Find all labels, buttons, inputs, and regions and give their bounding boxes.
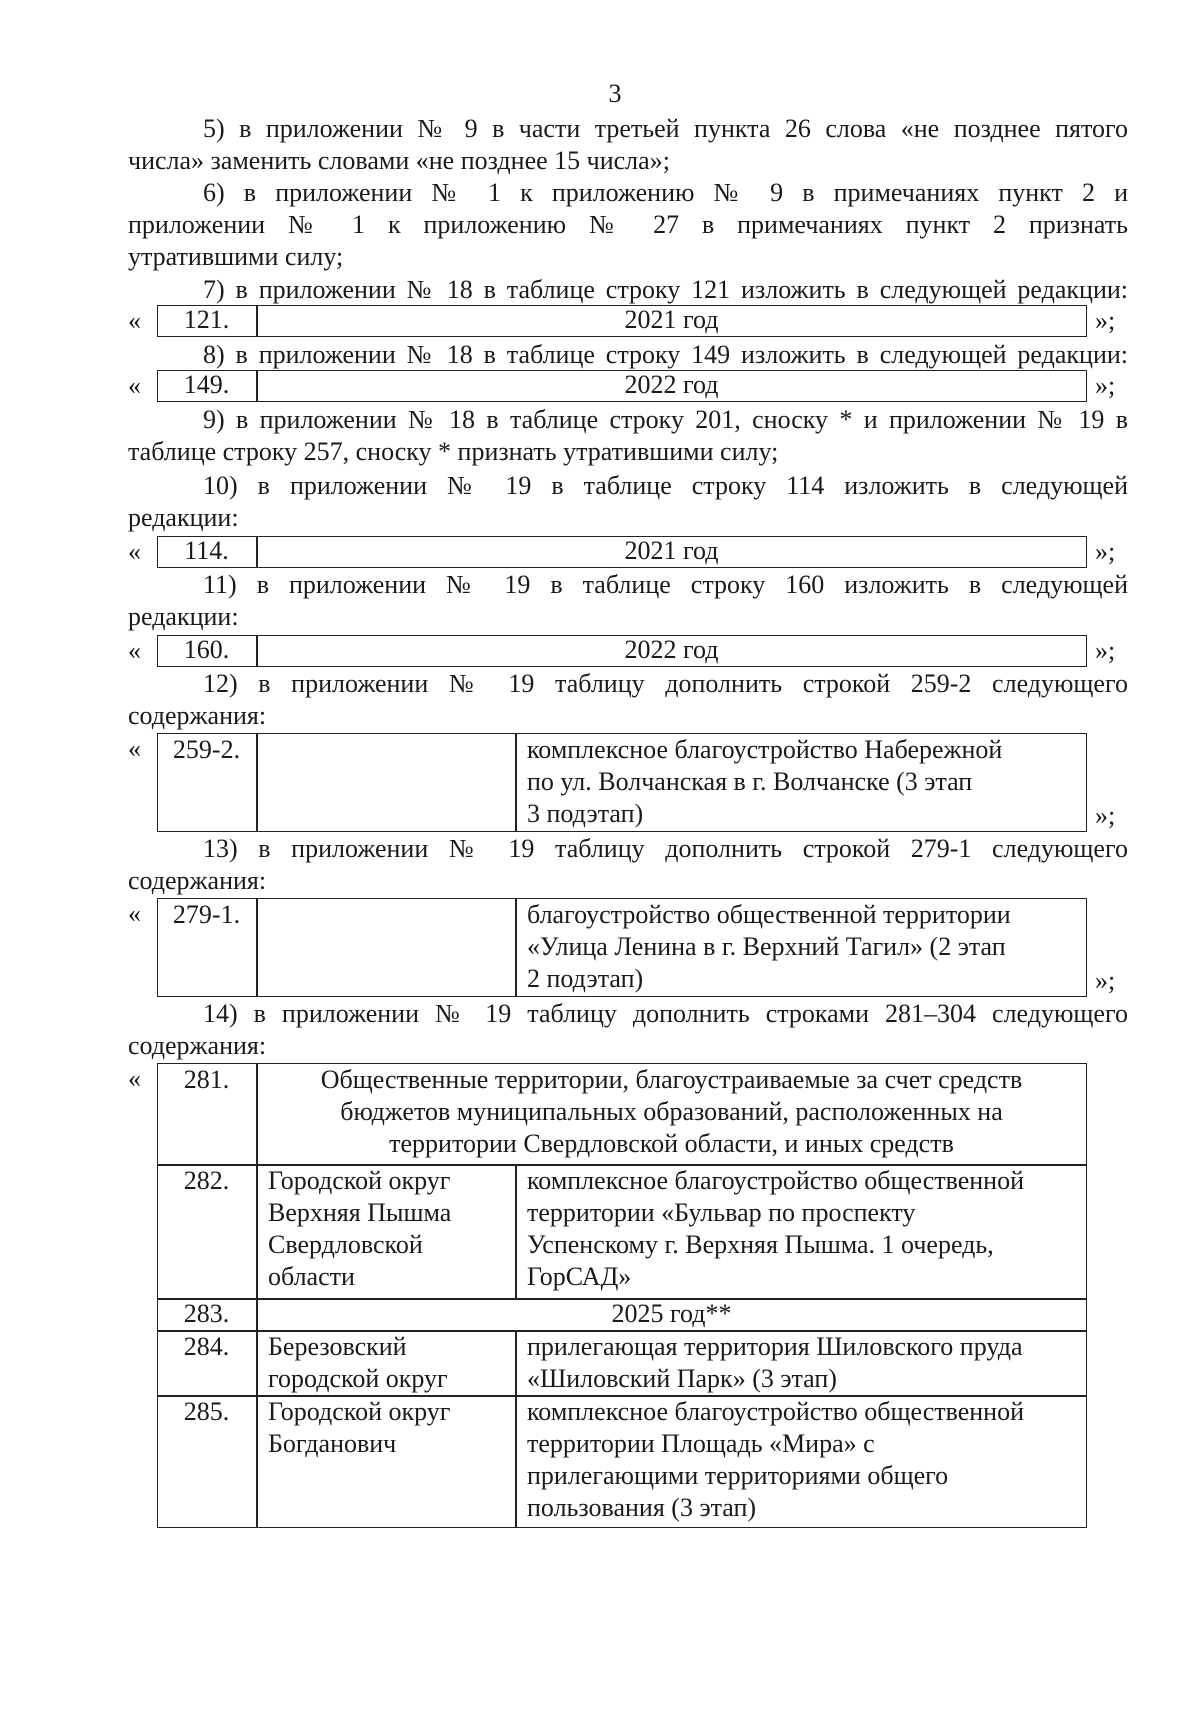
- row-285-text-2: территории Площадь «Мира» с: [527, 1429, 875, 1458]
- close-quote: »;: [1095, 966, 1116, 995]
- row-284-text-1: прилегающая территория Шиловского пруда: [527, 1332, 1023, 1361]
- row-279-1-divider-1: [256, 898, 258, 997]
- row-284-number: 284.: [183, 1332, 230, 1361]
- item-6-line-3: утратившими силу;: [128, 242, 344, 271]
- row-284-municipality-1: Березовский: [268, 1332, 407, 1361]
- close-quote: »;: [1095, 537, 1116, 566]
- row-285-number: 285.: [183, 1397, 230, 1426]
- row-282-municipality-1: Городской округ: [268, 1166, 451, 1195]
- row-279-1-divider-2: [515, 898, 517, 997]
- row-284-municipality-2: городской округ: [268, 1364, 448, 1393]
- row-284-text-2: «Шиловский Парк» (3 этап): [527, 1364, 837, 1393]
- row-259-2-number: 259-2.: [172, 735, 241, 764]
- row-121-text: 2021 год: [624, 305, 719, 334]
- item-6-line-2: приложении № 1 к приложению № 27 в примечаниях пункт 2 признать: [128, 210, 1128, 239]
- item-12-line-2: содержания:: [128, 701, 267, 730]
- row-160-text: 2022 год: [624, 635, 719, 664]
- row-114-text: 2021 год: [624, 536, 719, 565]
- item-8-line-1: 8) в приложении № 18 в таблице строку 149 изложить в следующей редакции:: [203, 340, 1128, 369]
- row-285-text-4: пользования (3 этап): [527, 1493, 757, 1522]
- row-282-text-2: территории «Бульвар по проспекту: [527, 1198, 916, 1227]
- row-282-text-1: комплексное благоустройство общественной: [527, 1166, 1024, 1195]
- row-259-2-divider-2: [515, 733, 517, 832]
- item-14-line-2: содержания:: [128, 1031, 267, 1060]
- table-divider-middle-b: [515, 1330, 517, 1528]
- row-279-1-text-3: 2 подэтап): [527, 964, 644, 993]
- row-285-municipality-1: Городской округ: [268, 1397, 451, 1426]
- row-285-municipality-2: Богданович: [268, 1429, 397, 1458]
- row-149-text: 2022 год: [624, 370, 719, 399]
- item-6-line-1: 6) в приложении № 1 к приложению № 9 в примечаниях пункт 2 и: [203, 178, 1128, 207]
- item-14-line-1: 14) в приложении № 19 таблицу дополнить строками 281–304 следующего: [203, 999, 1128, 1028]
- open-quote: «: [128, 734, 141, 763]
- item-7-line-1: 7) в приложении № 18 в таблице строку 121 изложить в следующей редакции:: [203, 275, 1128, 304]
- row-160-number: 160.: [183, 635, 230, 664]
- row-259-2-text-2: по ул. Волчанская в г. Волчанске (3 этап: [527, 767, 973, 796]
- row-285-text-3: прилегающими территориями общего: [527, 1461, 949, 1490]
- row-279-1-text-1: благоустройство общественной территории: [527, 900, 1011, 929]
- item-5-line-2: числа» заменить словами «не позднее 15 числа»;: [128, 146, 670, 175]
- row-259-2-text-1: комплексное благоустройство Набережной: [527, 735, 1003, 764]
- row-282-number: 282.: [183, 1166, 230, 1195]
- close-quote: »;: [1095, 306, 1116, 335]
- open-quote: «: [128, 1064, 141, 1093]
- item-10-line-2: редакции:: [128, 503, 239, 532]
- table-divider-middle-a: [515, 1164, 517, 1298]
- item-9-line-2: таблице строку 257, сноску * признать утратившими силу;: [128, 437, 779, 466]
- open-quote: «: [128, 371, 141, 400]
- item-13-line-1: 13) в приложении № 19 таблицу дополнить строкой 279-1 следующего: [203, 834, 1128, 863]
- open-quote: «: [128, 306, 141, 335]
- row-279-1-text-2: «Улица Ленина в г. Верхний Тагил» (2 этап: [527, 932, 1006, 961]
- row-281-text-3: территории Свердловской области, и иных средств: [389, 1129, 954, 1158]
- row-259-2-divider-1: [256, 733, 258, 832]
- row-283-number: 283.: [183, 1299, 230, 1328]
- open-quote: «: [128, 537, 141, 566]
- item-12-line-1: 12) в приложении № 19 таблицу дополнить строкой 259-2 следующего: [203, 669, 1128, 698]
- row-281-number: 281.: [183, 1065, 230, 1094]
- row-282-text-4: ГорСАД»: [527, 1262, 632, 1291]
- item-13-line-2: содержания:: [128, 866, 267, 895]
- item-11-line-1: 11) в приложении № 19 в таблице строку 160 изложить в следующей: [203, 570, 1128, 599]
- row-282-municipality-4: области: [268, 1262, 355, 1291]
- open-quote: «: [128, 636, 141, 665]
- row-114-number: 114.: [184, 536, 229, 565]
- row-285-text-1: комплексное благоустройство общественной: [527, 1397, 1024, 1426]
- open-quote: «: [128, 899, 141, 928]
- row-282-municipality-3: Свердловской: [268, 1230, 423, 1259]
- page-number: 3: [608, 79, 622, 108]
- row-282-municipality-2: Верхняя Пышма: [268, 1198, 452, 1227]
- close-quote: »;: [1095, 801, 1116, 830]
- item-9-line-1: 9) в приложении № 18 в таблице строку 201, сноску * и приложении № 19 в: [203, 405, 1128, 434]
- item-10-line-1: 10) в приложении № 19 в таблице строку 114 изложить в следующей: [203, 471, 1128, 500]
- close-quote: »;: [1095, 636, 1116, 665]
- row-279-1-number: 279-1.: [172, 900, 241, 929]
- row-259-2-text-3: 3 подэтап): [527, 799, 644, 828]
- row-283-text: 2025 год**: [611, 1299, 732, 1328]
- row-149-number: 149.: [183, 370, 230, 399]
- row-281-text-2: бюджетов муниципальных образований, расположенных на: [340, 1097, 1003, 1126]
- row-282-text-3: Успенскому г. Верхняя Пышма. 1 очередь,: [527, 1230, 994, 1259]
- item-11-line-2: редакции:: [128, 602, 239, 631]
- row-121-number: 121.: [183, 305, 230, 334]
- close-quote: »;: [1095, 371, 1116, 400]
- item-5-line-1: 5) в приложении № 9 в части третьей пункта 26 слова «не позднее пятого: [203, 114, 1128, 143]
- row-281-text-1: Общественные территории, благоустраиваемые за счет средств: [320, 1065, 1023, 1094]
